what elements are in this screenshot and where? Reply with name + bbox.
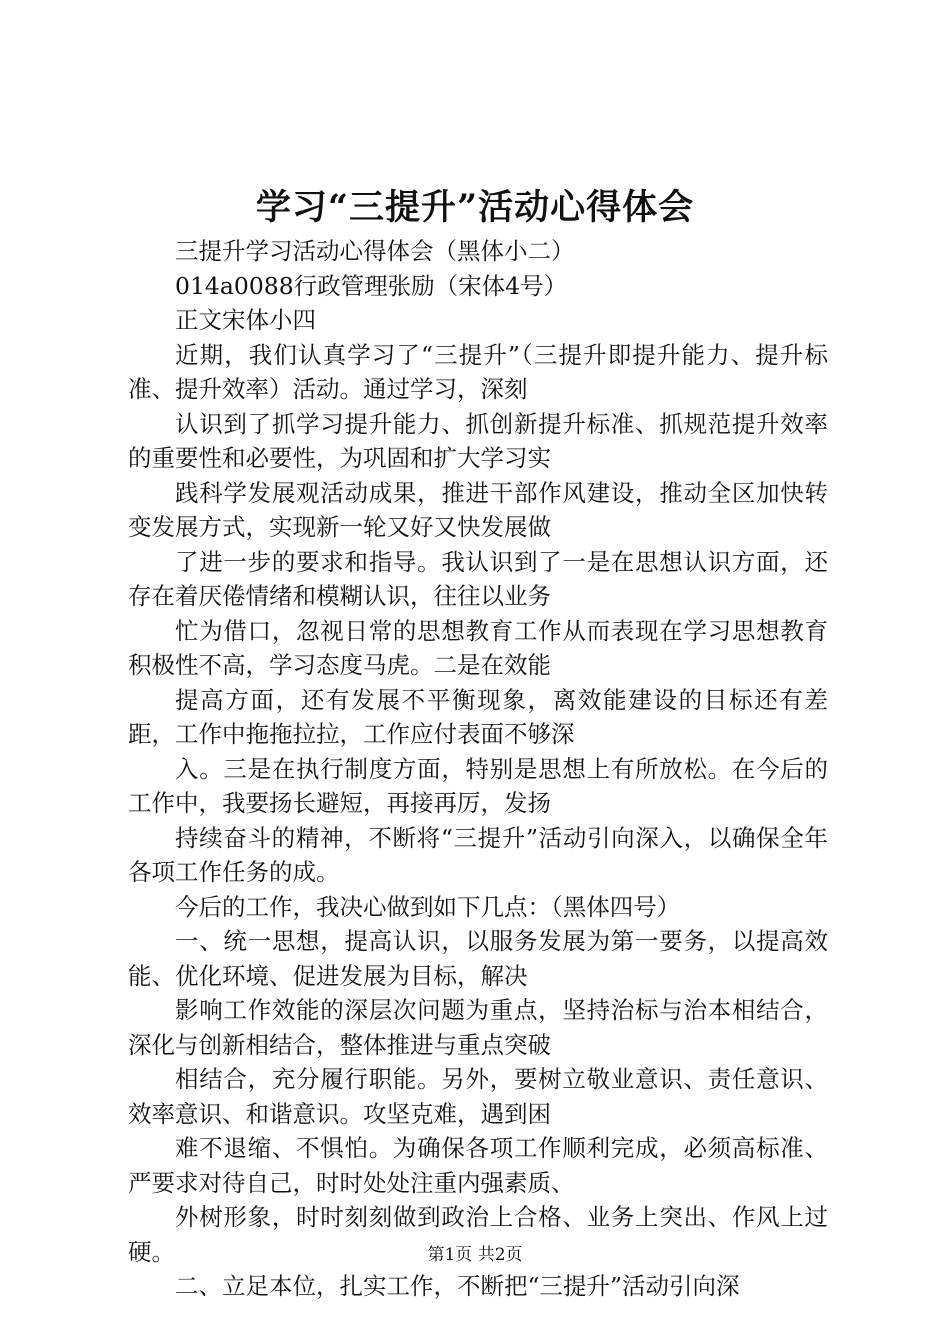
paragraph: 提高方面，还有发展不平衡现象，离效能建设的目标还有差距，工作中拖拖拉拉，工作应付表面不够深 [128, 685, 828, 748]
paragraph: 二、立足本位，扎实工作，不断把“三提升”活动引向深 [175, 1272, 740, 1300]
paragraph: 践科学发展观活动成果，推进干部作风建设，推动全区加快转变发展方式，实现新一轮又好又快发展做 [128, 478, 828, 541]
paragraph: 三提升学习活动心得体会（黑体小二） [175, 237, 575, 265]
paragraph: 相结合，充分履行职能。另外，要树立敬业意识、责任意识、效率意识、和谐意识。攻坚克难，遇到困 [128, 1065, 828, 1128]
paragraph: 入。三是在执行制度方面，特别是思想上有所放松。在今后的工作中，我要扬长避短，再接再厉，发扬 [128, 754, 828, 817]
page-footer: 第1页 共2页 [427, 1245, 523, 1265]
document-title: 学习“三提升”活动心得体会 [255, 187, 695, 228]
paragraph: 持续奋斗的精神，不断将“三提升”活动引向深入，以确保全年各项工作任务的成。 [128, 823, 828, 886]
document-body [128, 234, 828, 1304]
paragraph: 一、统一思想，提高认识，以服务发展为第一要务，以提高效能、优化环境、促进发展为目标，解决 [128, 927, 828, 990]
paragraph: 了进一步的要求和指导。我认识到了一是在思想认识方面，还存在着厌倦情绪和模糊认识，往往以业务 [128, 547, 828, 610]
paragraph: 近期，我们认真学习了“三提升”（三提升即提升能力、提升标准、提升效率）活动。通过学习，深刻 [128, 340, 828, 403]
paragraph: 忙为借口，忽视日常的思想教育工作从而表现在学习思想教育积极性不高，学习态度马虎。二是在效能 [128, 616, 828, 679]
paragraph: 难不退缩、不惧怕。为确保各项工作顺利完成，必须高标准、严要求对待自己，时时处处注重内强素质、 [128, 1134, 828, 1197]
paragraph: 外树形象，时时刻刻做到政治上合格、业务上突出、作风上过硬。 [128, 1203, 828, 1266]
paragraph: 014a0088行政管理张励（宋体4号） [175, 271, 568, 300]
section-heading: 今后的工作，我决心做到如下几点：（黑体四号） [175, 892, 681, 921]
paragraph: 影响工作效能的深层次问题为重点，坚持治标与治本相结合，深化与创新相结合，整体推进与重点突破 [128, 996, 828, 1059]
paragraph: 认识到了抓学习提升能力、抓创新提升标准、抓规范提升效率的重要性和必要性，为巩固和扩大学习实 [128, 409, 828, 472]
paragraph: 正文宋体小四 [175, 306, 316, 334]
